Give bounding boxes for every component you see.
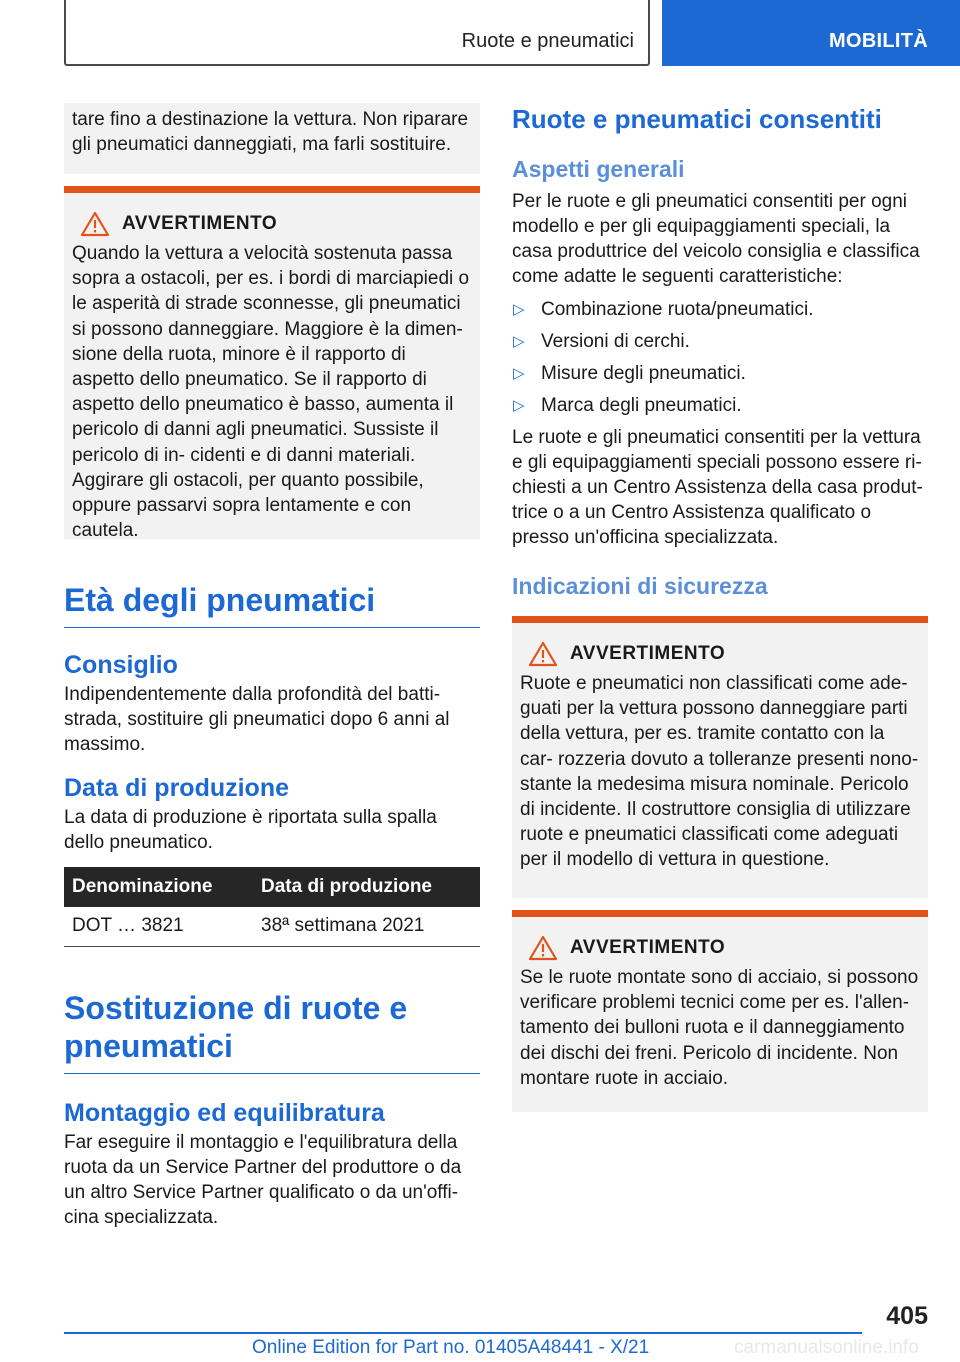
- mounting-text: Far eseguire il montaggio e l'equilibratura della ruota da un Service Partner del produttore o da un altro Service Partner qualificato o da un'offi- cina specializzata.: [64, 1131, 462, 1228]
- warning-text: Quando la vettura a velocità sostenuta passa sopra a ostacoli, per es. i bordi di marciapiedi o le asperità di strade sconnesse, gli pneumatici si possono danneggiare. Maggiore è la dimen- sione della ruota, minore è il rapporto di aspetto dello pneumatico. Se il rapporto di aspetto dello pneumatico è basso, aumenta il pericolo di danni agli pneumatici. Sussiste il pericolo di in- cidenti e di danni materiali. Aggirare gli ostacoli, per quanto possibile, oppure passarvi sopra lentamente e con cautela.: [72, 243, 470, 542]
- production-date-table: [64, 867, 480, 947]
- warning-triangle-icon: [528, 935, 558, 961]
- section-title-tire-age: Età degli pneumatici: [64, 581, 480, 628]
- subsection-title-general: Aspetti generali: [512, 156, 685, 182]
- footer-watermark: carmanualsonline.info: [734, 1337, 919, 1358]
- warning-header: [528, 641, 920, 667]
- continued-text: tare fino a destinazione la vettura. Non riparare gli pneumatici danneggiati, ma farli sostituire.: [72, 109, 469, 155]
- triangle-bullet-icon: ▷: [513, 333, 525, 350]
- warning-header: [80, 211, 472, 237]
- warning-title: AVVERTIMENTO: [570, 937, 726, 959]
- table-cell: 38ª settimana 2021: [253, 907, 480, 946]
- warning-text: Se le ruote montate sono di acciaio, si possono verificare problemi tecnici come per es. l'allen- tamento dei bulloni ruota e il danneggiamento dei dischi dei freni. Pericolo di incidente. Non montare ruote in acciaio.: [520, 967, 919, 1089]
- table-header-cell: Denominazione: [64, 867, 253, 907]
- general-text: Per le ruote e gli pneumatici consentiti per ogni modello e per gli equipaggiamenti speciali, la casa produttrice del veicolo consiglia e classifica come adatte le seguenti caratteristiche:: [512, 191, 920, 287]
- page-number: 405: [886, 1302, 928, 1330]
- list-item: [512, 393, 928, 418]
- table-header-row: [64, 867, 480, 907]
- footer-edition: Online Edition for Part no. 01405A48441 - X/21: [252, 1337, 650, 1358]
- subsection-title-mounting: Montaggio ed equilibratura: [64, 1098, 385, 1127]
- header-chapter-tab[interactable]: [662, 0, 960, 66]
- list-item-text: Misure degli pneumatici.: [541, 363, 746, 384]
- header-section-title: Ruote e pneumatici: [461, 30, 634, 52]
- production-date-text: La data di produzione è riportata sulla spalla dello pneumatico.: [64, 807, 437, 853]
- subsection-title-advice: Consiglio: [64, 651, 178, 679]
- characteristics-list: [512, 297, 928, 418]
- warning-triangle-icon: [80, 211, 110, 237]
- list-item: [512, 297, 928, 322]
- table-header-cell: Data di produzione: [253, 867, 480, 907]
- advice-text: Indipendentemente dalla profondità del batti- strada, sostituire gli pneumatici dopo 6 anni al massimo.: [64, 684, 450, 755]
- section-title-replacement: Sostituzione di ruote e pneumatici: [64, 989, 480, 1074]
- warning-triangle-icon: [528, 641, 558, 667]
- triangle-bullet-icon: ▷: [513, 397, 525, 414]
- table-cell: DOT … 3821: [64, 907, 253, 946]
- left-column: [64, 103, 480, 1230]
- subsection-title-safety: Indicazioni di sicurezza: [512, 573, 768, 599]
- warning-box-unapproved-wheels: [512, 616, 928, 898]
- warning-header: [528, 935, 920, 961]
- subsection-title-production-date: Data di produzione: [64, 774, 289, 802]
- header-chapter-label: MOBILITÀ: [829, 30, 929, 52]
- list-item-text: Marca degli pneumatici.: [541, 395, 742, 416]
- header-section-frame: [64, 0, 650, 66]
- triangle-bullet-icon: ▷: [513, 365, 525, 382]
- continued-text-box: [64, 103, 480, 174]
- table-row: [64, 907, 480, 946]
- triangle-bullet-icon: ▷: [513, 301, 525, 318]
- general-text-2: Le ruote e gli pneumatici consentiti per la vettura e gli equipaggiamenti speciali possono essere ri- chiesti a un Centro Assistenza della casa produt- trice o a un Centro Assistenza qualificato o presso un'officina specializzata.: [512, 427, 923, 548]
- warning-text: Ruote e pneumatici non classificati come ade- guati per la vettura possono danneggiare parti della vettura, per es. tramite contatto con la car- rozzeria dovuto a tolleranze presenti nono- stante la medesima misura nominale. Pericolo di incidente. Il costruttore consiglia di utilizzare ruote e pneumatici classificati come adeguati per il modello di vettura in questione.: [520, 673, 919, 871]
- list-item: [512, 361, 928, 386]
- right-column: [512, 103, 928, 1112]
- warning-title: AVVERTIMENTO: [122, 213, 278, 235]
- list-item: [512, 329, 928, 354]
- list-item-text: Versioni di cerchi.: [541, 331, 690, 352]
- list-item-text: Combinazione ruota/pneumatici.: [541, 299, 814, 320]
- warning-title: AVVERTIMENTO: [570, 643, 726, 665]
- warning-box-speed: [64, 186, 480, 542]
- footer-divider: [64, 1332, 862, 1334]
- section-title-allowed-wheels: Ruote e pneumatici consentiti: [512, 104, 882, 134]
- warning-box-steel-wheels: [512, 910, 928, 1112]
